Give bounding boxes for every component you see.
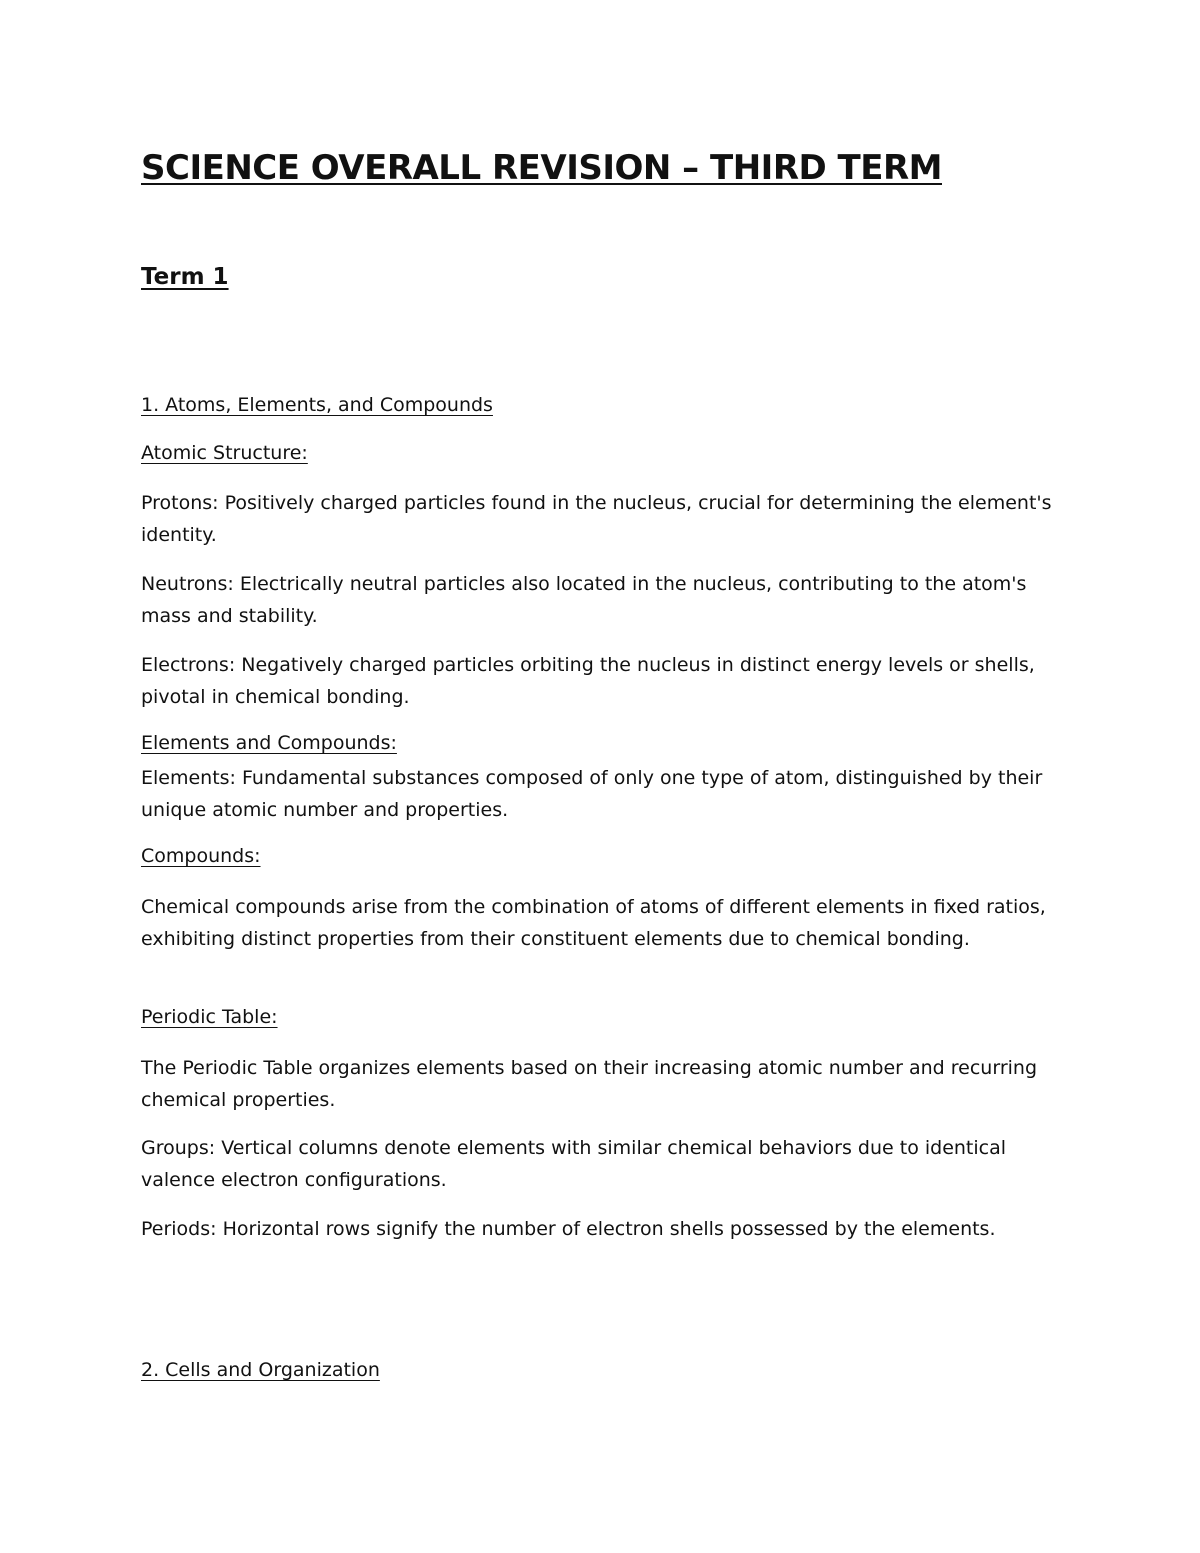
periodic-table-heading: Periodic Table:: [141, 1006, 278, 1028]
elements-compounds-heading: Elements and Compounds:: [141, 732, 397, 754]
term-heading: Term 1: [141, 264, 229, 290]
document-title: SCIENCE OVERALL REVISION – THIRD TERM: [141, 148, 942, 188]
electrons-label: Electrons:: [141, 654, 236, 676]
section-2-heading: 2. Cells and Organization: [141, 1359, 380, 1381]
groups-paragraph: [141, 1132, 1061, 1196]
protons-label: Protons:: [141, 492, 219, 514]
atomic-structure-heading: Atomic Structure:: [141, 442, 308, 464]
section-1-heading: 1. Atoms, Elements, and Compounds: [141, 394, 493, 416]
periods-label: Periods:: [141, 1218, 217, 1240]
neutrons-text: Electrically neutral particles also located in the nucleus, contributing to the atom's mass and stability.: [141, 573, 1027, 627]
compounds-paragraph: [141, 891, 1061, 955]
periods-text: Horizontal rows signify the number of electron shells possessed by the elements.: [222, 1218, 996, 1240]
compounds-heading: Compounds:: [141, 845, 261, 867]
elements-label: Elements:: [141, 767, 236, 789]
groups-label: Groups:: [141, 1137, 216, 1159]
neutrons-paragraph: [141, 568, 1061, 632]
periodic-table-text: The Periodic Table organizes elements based on their increasing atomic number and recurring chemical properties.: [141, 1057, 1038, 1111]
electrons-paragraph: [141, 649, 1061, 713]
neutrons-label: Neutrons:: [141, 573, 234, 595]
electrons-text: Negatively charged particles orbiting the nucleus in distinct energy levels or shells, pivotal in chemical bonding.: [141, 654, 1035, 708]
elements-paragraph: [141, 762, 1061, 826]
periods-paragraph: [141, 1213, 1061, 1245]
periodic-table-paragraph: [141, 1052, 1061, 1116]
elements-text: Fundamental substances composed of only one type of atom, distinguished by their unique atomic number and properties.: [141, 767, 1043, 821]
protons-paragraph: [141, 487, 1061, 551]
compounds-text: Chemical compounds arise from the combination of atoms of different elements in fixed ratios, exhibiting distinct properties from their constituent elements due to chemical bonding.: [141, 896, 1046, 950]
protons-text: Positively charged particles found in the nucleus, crucial for determining the element's identity.: [141, 492, 1052, 546]
groups-text: Vertical columns denote elements with similar chemical behaviors due to identical valence electron configurations.: [141, 1137, 1007, 1191]
